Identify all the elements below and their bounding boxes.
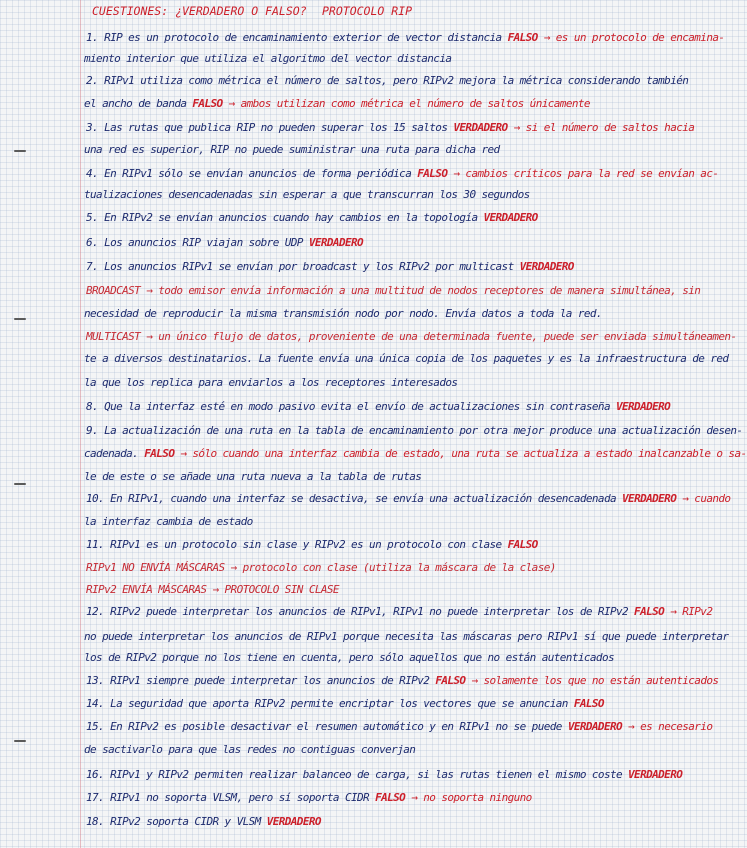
verdict-label: FALSO [501, 538, 538, 551]
line-text: 14. La seguridad que aporta RIPv2 permite encriptar los vectores que se anuncian [86, 697, 568, 710]
verdict-label: FALSO [411, 167, 448, 180]
question-line [86, 167, 719, 181]
answer-line [84, 470, 604, 484]
note-line [86, 561, 606, 575]
line-text: cadenada. [84, 447, 139, 460]
explanation-text: → sólo cuando una interfaz cambia de estado, una ruta se actualiza a estado inalcanzable o sa- [174, 447, 747, 460]
verdict-label: VERDADERO [513, 260, 574, 273]
answer-line [84, 651, 614, 665]
explanation-text: → solamente los que no están autenticados [465, 674, 719, 687]
verdict-label: FALSO [628, 605, 665, 618]
line-text: 8. Que la interfaz esté en modo pasivo evita el envío de actualizaciones sin contraseña [86, 400, 610, 413]
question-line [86, 720, 713, 734]
line-text: 1. RIP es un protocolo de encaminamiento exterior de vector distancia [86, 31, 502, 44]
line-text: 9. La actualización de una ruta en la tabla de encaminamiento por otra mejor produce una actualización desen- [86, 424, 743, 437]
answer-line [84, 515, 604, 529]
question-line [86, 31, 725, 45]
note-line [86, 284, 701, 298]
line-text: no puede interpretar los anuncios de RIPv1 porque necesita las máscaras pero RIPv1 sí que puede interpretar [84, 630, 729, 643]
line-text: 13. RIPv1 siempre puede interpretar los anuncios de RIPv2 [86, 674, 430, 687]
line-text: la que los replica para enviarlos a los receptores interesados [84, 376, 458, 389]
verdict-label: VERDADERO [260, 815, 321, 828]
explanation-text: → cuando [676, 492, 731, 505]
verdict-label: VERDADERO [622, 768, 683, 781]
verdict-label: FALSO [186, 97, 223, 110]
line-text: de sactivarlo para que las redes no contiguas converjan [84, 743, 416, 756]
question-line [86, 538, 606, 552]
question-line [86, 74, 689, 88]
verdict-label: VERDADERO [447, 121, 508, 134]
binding-mark [14, 318, 26, 320]
answer-line [84, 97, 604, 111]
question-line [86, 121, 695, 135]
margin-line [80, 0, 81, 848]
line-text: los de RIPv2 porque no los tiene en cuenta, pero sólo aquellos que no están autenticados [84, 651, 614, 664]
line-text: 3. Las rutas que publica RIP no pueden superar los 15 saltos [86, 121, 448, 134]
line-text: necesidad de reproducir la misma transmisión nodo por nodo. Envía datos a toda la red. [84, 307, 602, 320]
verdict-label: FALSO [429, 674, 466, 687]
line-text: RIPv2 ENVÍA MÁSCARAS → PROTOCOLO SIN CLASE [86, 583, 339, 596]
explanation-text: → cambios críticos para la red se envían ac- [447, 167, 719, 180]
line-text: le de este o se añade una ruta nueva a la tabla de rutas [84, 470, 422, 483]
explanation-text: → es un protocolo de encamina- [537, 31, 725, 44]
line-text: tualizaciones desencadenadas sin esperar a que transcurran los 30 segundos [84, 188, 530, 201]
question-line [86, 674, 719, 688]
answer-line [84, 52, 604, 66]
verdict-label: FALSO [138, 447, 175, 460]
question-line [86, 400, 671, 414]
explanation-text: → RIPv2 [664, 605, 713, 618]
explanation-text: → si el número de saltos hacia [507, 121, 695, 134]
line-text: BROADCAST → todo emisor envía información a una multitud de nodos receptores de manera simultánea, sin [86, 284, 701, 297]
answer-line [84, 352, 729, 366]
binding-mark [14, 740, 26, 742]
question-line [86, 768, 683, 782]
page-header-topic: PROTOCOLO RIP [322, 4, 413, 18]
line-text: 10. En RIPv1, cuando una interfaz se desactiva, se envía una actualización desencadenada [86, 492, 616, 505]
line-text: 5. En RIPv2 se envían anuncios cuando hay cambios en la topología [86, 211, 478, 224]
line-text: una red es superior, RIP no puede suministrar una ruta para dicha red [84, 143, 500, 156]
line-text: 16. RIPv1 y RIPv2 permiten realizar balanceo de carga, si las rutas tienen el mismo coste [86, 768, 623, 781]
answer-line [84, 307, 604, 321]
answer-line [84, 743, 604, 757]
line-text: 18. RIPv2 soporta CIDR y VLSM [86, 815, 261, 828]
line-text: MULTICAST → un único flujo de datos, proveniente de una determinada fuente, puede ser enviada simultáneamen- [86, 330, 737, 343]
verdict-label: VERDADERO [561, 720, 623, 733]
note-line [86, 583, 606, 597]
explanation-text: → no soporta ninguno [405, 791, 532, 804]
line-text: 17. RIPv1 no soporta VLSM, pero sí soporta CIDR [86, 791, 370, 804]
verdict-label: VERDADERO [609, 400, 671, 413]
explanation-text: → ambos utilizan como métrica el número de saltos únicamente [222, 97, 590, 110]
verdict-label: FALSO [501, 31, 538, 44]
line-text: 6. Los anuncios RIP viajan sobre UDP [86, 236, 303, 249]
line-text: miento interior que utiliza el algoritmo del vector distancia [84, 52, 452, 65]
question-line [86, 492, 731, 506]
line-text: 12. RIPv2 puede interpretar los anuncios de RIPv1, RIPv1 no puede interpretar los de RIPv2 [86, 605, 629, 618]
verdict-label: FALSO [369, 791, 406, 804]
question-line [86, 697, 606, 711]
question-line [86, 236, 606, 250]
question-line [86, 424, 743, 438]
answer-line [84, 447, 747, 461]
question-line [86, 791, 606, 805]
answer-line [84, 376, 604, 390]
line-text: 15. En RIPv2 es posible desactivar el resumen automático y en RIPv1 no se puede [86, 720, 562, 733]
verdict-label: VERDADERO [302, 236, 364, 249]
verdict-label: VERDADERO [477, 211, 538, 224]
line-text: 2. RIPv1 utiliza como métrica el número de saltos, pero RIPv2 mejora la métrica considerando también [86, 74, 689, 87]
line-text: te a diversos destinatarios. La fuente envía una única copia de los paquetes y es la infraestructura de red [84, 352, 729, 365]
answer-line [84, 630, 729, 644]
line-text: 4. En RIPv1 sólo se envían anuncios de forma periódica [86, 167, 412, 180]
question-line [86, 815, 606, 829]
verdict-label: FALSO [567, 697, 604, 710]
line-text: 11. RIPv1 es un protocolo sin clase y RIPv2 es un protocolo con clase [86, 538, 502, 551]
question-line [86, 605, 713, 619]
binding-mark [14, 150, 26, 152]
answer-line [84, 188, 604, 202]
page-header-questions: CUESTIONES: ¿VERDADERO O FALSO? [92, 4, 307, 18]
line-text: 7. Los anuncios RIPv1 se envían por broadcast y los RIPv2 por multicast [86, 260, 514, 273]
line-text: el ancho de banda [84, 97, 187, 110]
line-text: la interfaz cambia de estado [84, 515, 253, 528]
answer-line [84, 143, 604, 157]
line-text: RIPv1 NO ENVÍA MÁSCARAS → protocolo con clase (utiliza la máscara de la clase) [86, 561, 556, 574]
verdict-label: VERDADERO [616, 492, 677, 505]
question-line [86, 211, 606, 225]
binding-mark [14, 483, 26, 485]
note-line [86, 330, 737, 344]
question-line [86, 260, 606, 274]
explanation-text: → es necesario [622, 720, 713, 733]
